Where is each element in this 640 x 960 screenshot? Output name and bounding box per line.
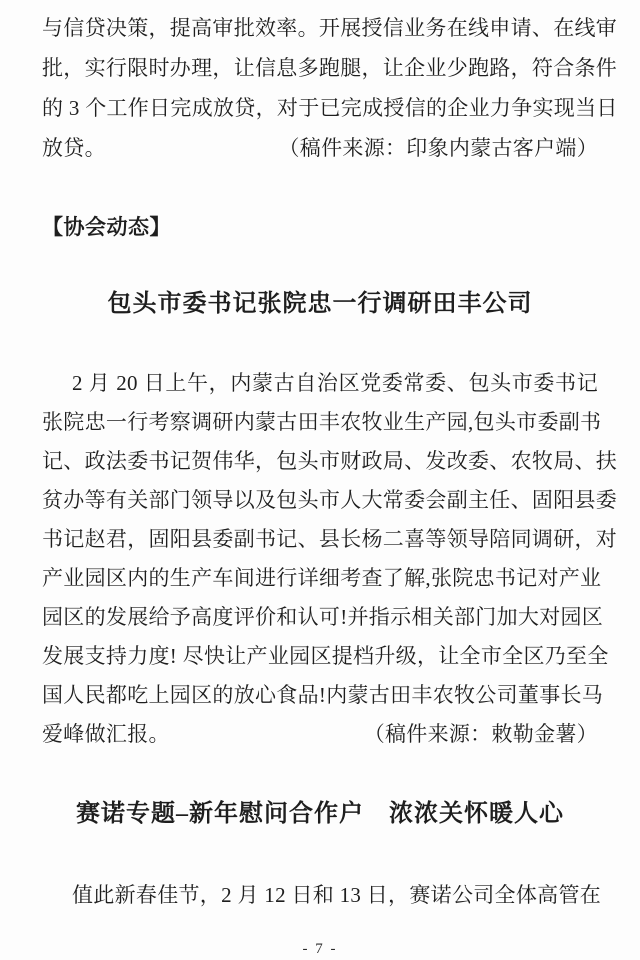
source-credit: （稿件来源：敕勒金薯） — [363, 722, 598, 746]
paragraph-line: 书记赵君，固阳县委副书记、县长杨二喜等领导陪同调研，对 — [42, 527, 618, 551]
paragraph-line: 与信贷决策，提高审批效率。开展授信业务在线申请、在线审 — [42, 16, 618, 40]
paragraph-line: 记、政法委书记贺伟华，包头市财政局、发改委、农牧局、扶 — [42, 449, 618, 473]
page-number: - 7 - — [302, 941, 338, 957]
paragraph-line: 值此新春佳节，2 月 12 日和 13 日，赛诺公司全体高管在 — [72, 883, 602, 907]
source-credit: （稿件来源：印象内蒙古客户端） — [278, 136, 598, 160]
article2-title: 赛诺专题–新年慰问合作户 浓浓关怀暖人心 — [76, 801, 564, 827]
paragraph-text: 爱峰做汇报。 — [42, 722, 170, 746]
section-header: 【协会动态】 — [42, 216, 171, 239]
paragraph-text: 放贷。 — [42, 136, 106, 160]
paragraph-line: 园区的发展给予高度评价和认可!并指示相关部门加大对园区 — [42, 605, 604, 629]
paragraph-line: 贫办等有关部门领导以及包头市人大常委会副主任、固阳县委 — [42, 488, 618, 512]
paragraph-last-line — [42, 715, 598, 754]
paragraph-line: 的 3 个工作日完成放贷，对于已完成授信的企业力争实现当日 — [42, 96, 618, 120]
paragraph-line: 2 月 20 日上午，内蒙古自治区党委常委、包头市委书记 — [72, 371, 598, 395]
intro-paragraph — [42, 8, 618, 168]
article2-paragraph — [42, 876, 602, 915]
paragraph-line: 产业园区内的生产车间进行详细考查了解,张院忠书记对产业 — [42, 566, 602, 590]
paragraph-line: 张院忠一行考察调研内蒙古田丰农牧业生产园,包头市委副书 — [42, 410, 602, 434]
paragraph-line: 批，实行限时办理，让信息多跑腿，让企业少跑路，符合条件 — [42, 56, 618, 80]
article1-paragraph — [42, 364, 618, 754]
paragraph-last-line — [42, 128, 598, 168]
paragraph-line: 发展支持力度! 尽快让产业园区提档升级，让全市全区乃至全 — [42, 644, 609, 668]
article1-title: 包头市委书记张院忠一行调研田丰公司 — [107, 291, 533, 317]
paragraph-line: 国人民都吃上园区的放心食品!内蒙古田丰农牧公司董事长马 — [42, 683, 604, 707]
